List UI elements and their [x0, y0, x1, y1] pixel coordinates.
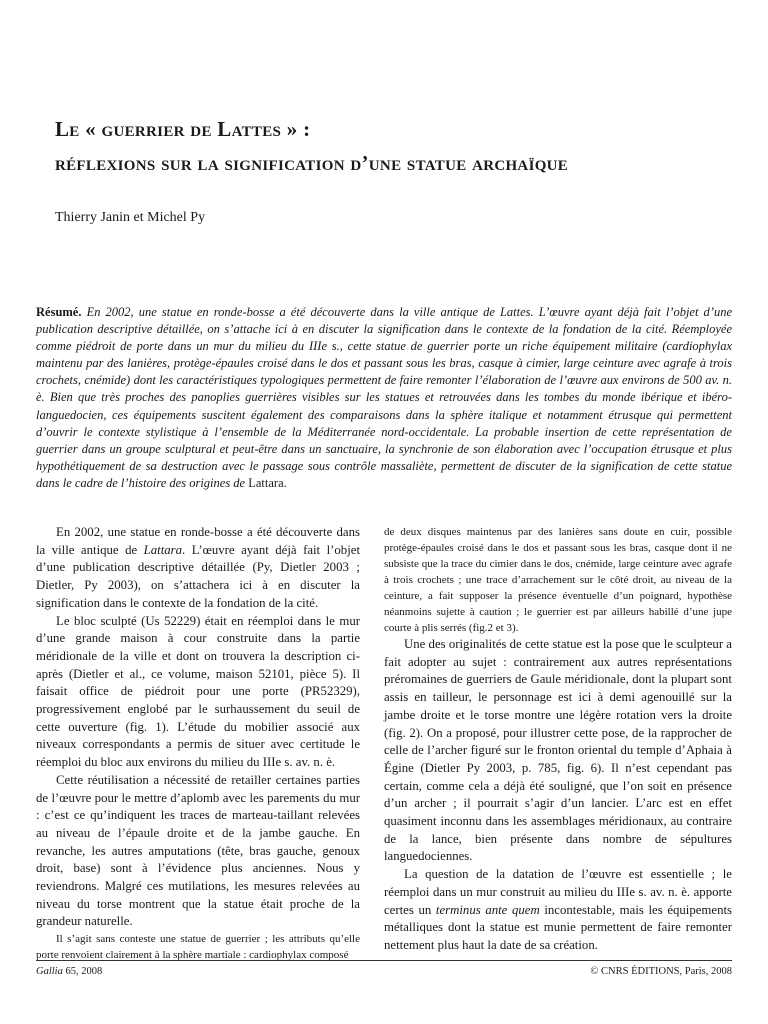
article-title-line-1: Le « guerrier de Lattes » : — [55, 117, 311, 141]
abstract-end-word: Lattara. — [248, 475, 287, 490]
text: incontestable, mais les équipements métalliques dont la statue est munie permettent de faire remonter nettement plus haut la date de sa création. — [384, 902, 733, 952]
footer-divider — [36, 960, 732, 961]
paragraph — [384, 866, 732, 955]
paragraph: Une des originalités de cette statue est la pose que le sculpteur a fait adopter au sujet : contrairement aux autres représentations préromaines de guerriers de Gaule méridionale, dont la plupart sont assis en tailleur, le personnage est ici à demi agenouillé sur la jambe droite et le torse montre une légère rotation vers la droite (fig. 2). On a proposé, pour illustrer cette pose, de la rapprocher de celle de l’archer figuré sur le fronton oriental du temple d’Aphaia à Égine (Dietler Py 2003, p. 785, fig. 6). Il n’est cependant pas certain, comme cela a déjà été souligné, que l’on soit en présence d’un archer ; il pourrait s’agir d’un lancier. L’arc est en effet quasiment inconnu dans les assemblages méridionaux, au contraire de la lance, bien présente dans nombre de sépultures languedociennes. — [384, 637, 732, 864]
footer-copyright: © CNRS ÉDITIONS, Paris, 2008 — [590, 966, 732, 977]
paragraph — [36, 524, 360, 613]
paragraph: Le bloc sculpté (Us 52229) était en réemploi dans le mur d’une grande maison à cour construite dans la partie méridionale de la ville et dont on trouvera la description ci-après (Dietler et al., ce volume, maison 52101, pièce 5). Il faisait office de piédroit pour une porte (PR52329), progressivement englobé par le surhaussement du seuil de cette ouverture (fig. 1). L’étude du mobilier associé aux niveaux correspondants a permis de situer avec certitude le réemploi du bloc aux environs du milieu du IIIe s. av. n. è. — [36, 613, 360, 770]
lattara-italic: Lattara — [143, 542, 183, 557]
abstract — [36, 304, 732, 492]
journal-name: Gallia — [36, 966, 63, 977]
paragraph-small: de deux disques maintenus par des lanières sans doute en cuir, possible protège-épaules croisé dans le dos et passant sous les bras, casque dont il ne subsiste que la trace du cimier dans le dos, cnémide, large ceinture avec agrafe à trois crochets ; une trace d’arrachement sur le côté droit, au niveau de la ceinture, a fait supposer la présence éventuelle d’un poignard, hypothèse néanmoins sujette à caution ; le guerrier est par ailleurs habillé d’une jupe courte à plis serrés (fig.2 et 3). — [384, 526, 732, 634]
paragraph-small: Il s’agit sans conteste une statue de guerrier ; les attributs qu’elle porte renvoient clairement à la sphère martiale : cardiophylax composé — [36, 933, 360, 962]
journal-volume: 65, 2008 — [62, 966, 103, 977]
right-column — [384, 524, 732, 955]
left-column — [36, 524, 360, 963]
paragraph: Cette réutilisation a nécessité de retailler certaines parties de l’œuvre pour le mettre d’aplomb avec les parements du mur : c’est ce qu’indiquent les traces de marteau-taillant relevées au niveau de l’épaule droite et de la jambe gauche. En revanche, les autres amputations (tête, bras gauche, genoux droit, base) sont à l’évidence plus anciennes. Nous y reviendrons. Malgré ces mutilations, les mesures relevées au niveau du torse montrent que la statue était proche de la grandeur naturelle. — [36, 772, 360, 929]
abstract-label: Résumé. — [36, 305, 82, 319]
authors: Thierry Janin et Michel Py — [55, 210, 206, 225]
text: La question de la datation de l’œuvre est essentielle ; le réemploi dans un mur construit au milieu du IIIe s. av. n. è. apporte certes un — [384, 867, 732, 917]
text: En 2002, une statue en ronde-bosse a été découverte dans la ville antique de — [36, 525, 360, 557]
terminus-italic: terminus ante quem — [435, 902, 540, 917]
text: . L’œuvre ayant déjà fait l’objet d’une publication descriptive détaillée (Py, Dietler 2003 ; Dietler, Py 2003), on s’attachera ici à en discuter la signification dans le contexte de la fondation de la cité. — [36, 542, 360, 610]
abstract-text: En 2002, une statue en ronde-bosse a été découverte dans la ville antique de Lattes. L’œuvre ayant déjà fait l’objet d’une publication descriptive détaillée, on s’attache ici à en discuter la signification dans le contexte de la fondation de la cité. Réemployée comme piédroit de porte dans un mur du milieu du IIIe s., cette statue de guerrier porte un riche équipement militaire (cardiophylax maintenu par des lanières, protège-épaules croisé dans le dos et passant sous les bras, casque à cimier, large ceinture avec agrafe à trois crochets, cnémide) dont les caractéristiques typologiques permettent de faire remonter l’élaboration de l’œuvre aux environs de 500 av. n. è. Bien que très proches des panoplies guerrières visibles sur les statues et retrouvées dans les tombes du monde ibérique et ibéro-languedocien, ces équipements suscitent également des comparaisons dans la sphère italique et notamment étrusque qui permettent d’ouvrir le contexte stylistique à l’ensemble de la Méditerranée nord-occidentale. La probable insertion de cette représentation de guerrier dans un groupe sculptural et peut-être dans un sanctuaire, la synchronie de son élaboration avec l’occupation étrusque et plus hypothétiquement de sa destruction avec le passage sous contrôle massaliète, permettent de discuter de la signification de cette statue dans le cadre de l’histoire des origines de — [36, 305, 732, 490]
article-title-line-2: réflexions sur la signification d’une statue archaïque — [55, 151, 569, 175]
footer-journal — [36, 966, 102, 977]
